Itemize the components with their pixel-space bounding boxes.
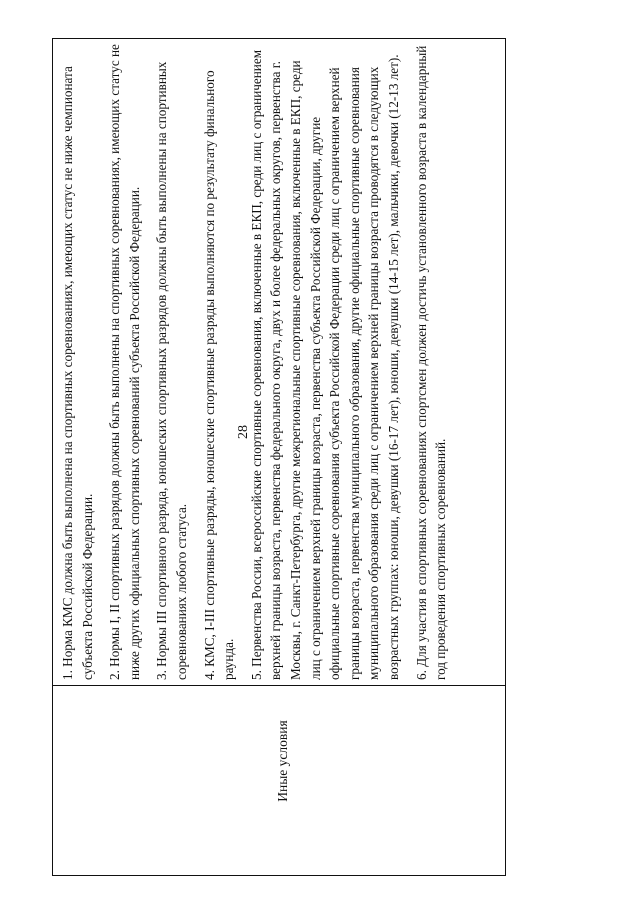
section-label: Иные условия (275, 720, 290, 802)
conditions-cell (58, 40, 451, 680)
page-number: 28 (236, 425, 251, 439)
condition-item-4: 4. КМС, I-III спортивные разряды, юношеские спортивные разряды выполняются по результату финального раунда. (201, 70, 237, 680)
condition-item-1: 1. Норма КМС должна быть выполнена на спортивных соревнованиях, имеющих статус не ниже чемпионата субъекта Российской Федерации. (60, 66, 95, 680)
condition-item-2: 2. Нормы I, II спортивных разрядов должны быть выполнены на спортивных соревнованиях, имеющих статус не ниже других официальных спортивных соревнований субъекта Российской Федерации. (107, 44, 142, 680)
condition-item-3: 3. Нормы III спортивного разряда, юношеских спортивных разрядов должны быть выполнены на спортивных соревнованиях любого статуса. (154, 61, 189, 680)
condition-item-6: 6. Для участия в спортивных соревнованиях спортсмен должен достичь установленного возраста в календарный год проведения спортивных соревнований. (413, 45, 449, 680)
condition-item-5: 5. Первенства России, всероссийские спортивные соревнования, включенные в ЕКП, среди лиц с ограничением верхней границы возраста, первенства федерального округа, двух и более федеральных округов, первенства г. Москвы, г. Санкт-Петербурга, другие межрегиональные спортивные соревнования, включенные в ЕКП, среди лиц с ограничением верхней границы возраста, первенства субъекта Российской Федерации, другие официальные спортивные соревнования субъекта Российской Федерации среди лиц с ограничением верхней границы возраста, первенства муниципального образования, другие официальные спортивные соревнования муниципального образования среди лиц с ограничением верхней границы возраста проводятся в следующих возрастных группах: юноши, девушки (16-17 лет), юноши, девушки (14-15 лет), мальчики, девочки (12-13 лет). (248, 49, 401, 680)
